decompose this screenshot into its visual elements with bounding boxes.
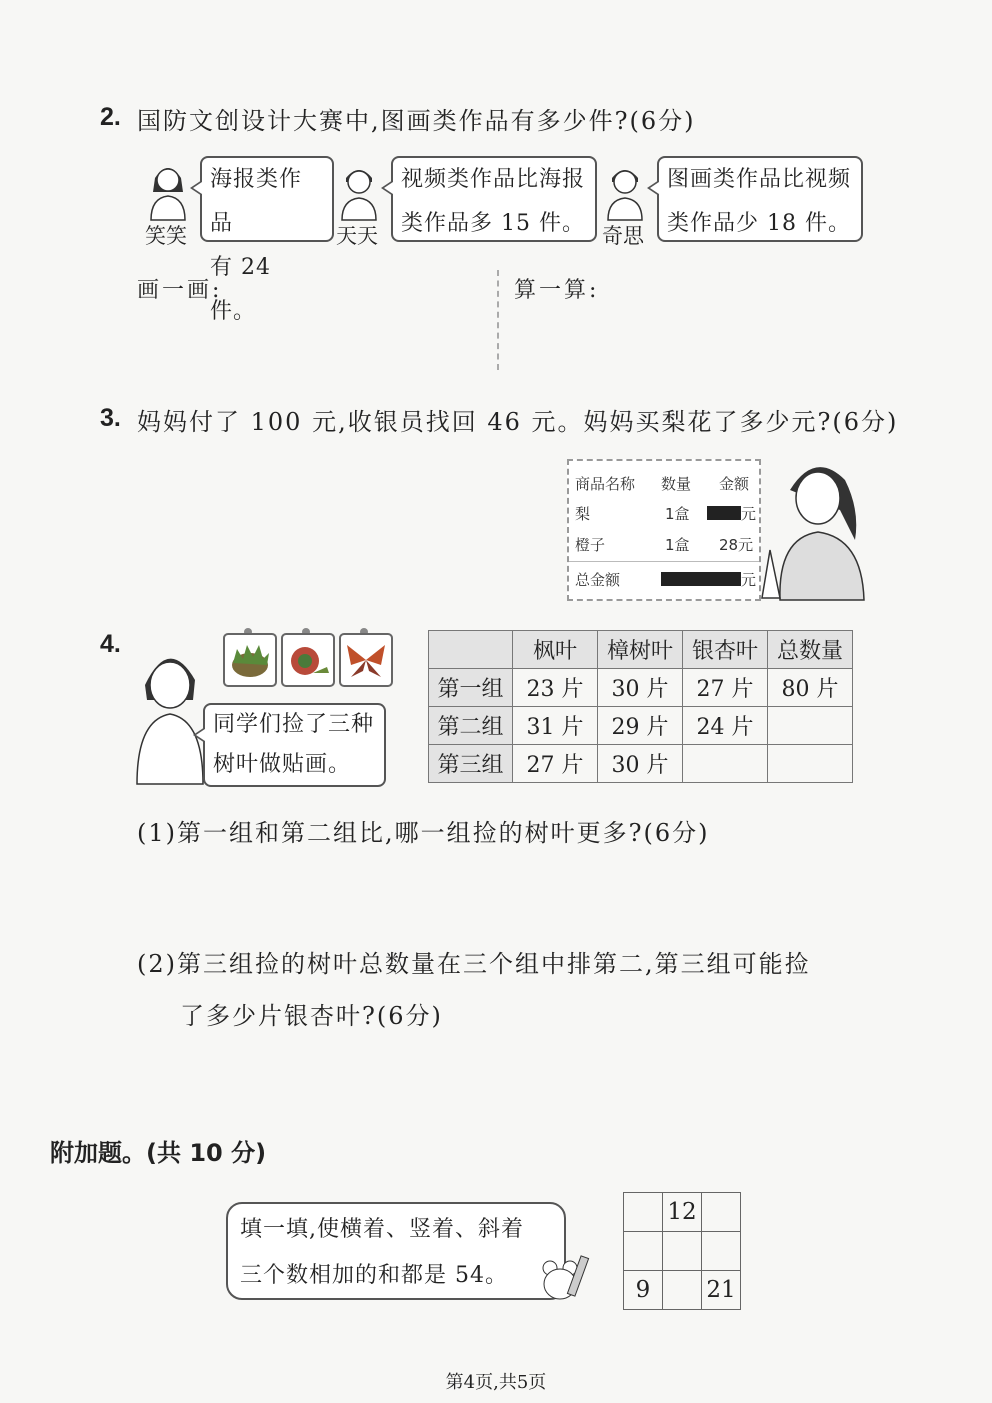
hedgehog-leaf-picture-icon (223, 633, 277, 687)
receipt (567, 459, 761, 601)
butterfly-leaf-picture-icon (339, 633, 393, 687)
table-cell: 24 片 (683, 707, 768, 745)
table-cell (768, 707, 853, 745)
divider (497, 270, 499, 370)
table-row (429, 745, 853, 783)
table-header-cell: 枫叶 (513, 631, 598, 669)
receipt-divider (569, 561, 759, 562)
table-cell: 第二组 (429, 707, 513, 745)
grid-row (624, 1271, 741, 1310)
grid-row (624, 1232, 741, 1271)
q4-sub1: (1)第一组和第二组比,哪一组捡的树叶更多?(6分) (137, 819, 710, 847)
grid-cell[interactable] (702, 1193, 741, 1232)
grid-cell[interactable] (624, 1193, 663, 1232)
receipt-header-qty: 数量 (661, 475, 692, 493)
grid-cell: 9 (624, 1271, 663, 1310)
q4-sub2-line2: 了多少片银杏叶?(6分) (180, 1002, 443, 1030)
grid-cell[interactable] (663, 1232, 702, 1271)
kid-name-tiantian: 天天 (336, 224, 378, 248)
table-cell (768, 745, 853, 783)
table-cell (683, 745, 768, 783)
table-header-row (429, 631, 853, 669)
receipt-item-name: 橙子 (575, 536, 606, 554)
receipt-item-name: 梨 (575, 505, 591, 523)
table-header-cell: 樟树叶 (598, 631, 683, 669)
girl-figure-icon (143, 158, 193, 222)
table-cell: 80 片 (768, 669, 853, 707)
page-footer: 第4页,共5页 (445, 1372, 547, 1393)
table-cell: 30 片 (598, 669, 683, 707)
grid-row (624, 1193, 741, 1232)
bubble-line: 三个数相加的和都是 54。 (240, 1263, 508, 1288)
redacted-amount (707, 506, 741, 520)
q2-number: 2. (100, 103, 121, 131)
boy-figure-icon (600, 158, 650, 222)
snail-leaf-picture-icon (281, 633, 335, 687)
leaves-table (428, 630, 853, 783)
bubble-line: 类作品少 18 件。 (667, 211, 851, 236)
receipt-total-label: 总金额 (575, 571, 621, 589)
table-cell: 27 片 (683, 669, 768, 707)
grid-cell[interactable] (663, 1271, 702, 1310)
grid-cell[interactable] (702, 1232, 741, 1271)
receipt-header-name: 商品名称 (575, 475, 636, 493)
kid-name-xiaoxiao: 笑笑 (145, 224, 187, 248)
receipt-total-unit: 元 (741, 571, 757, 589)
magic-square-grid (623, 1192, 741, 1310)
extra-bubble (226, 1202, 566, 1300)
q3-text: 妈妈付了 100 元,收银员找回 46 元。妈妈买梨花了多少元?(6分) (137, 408, 899, 436)
bubble-line: 填一填,使横着、竖着、斜着 (240, 1217, 524, 1242)
bubble-line: 图画类作品比视频 (667, 167, 852, 192)
table-cell: 第一组 (429, 669, 513, 707)
table-cell: 23 片 (513, 669, 598, 707)
bubble-line: 有 24 件。 (210, 255, 271, 324)
table-header-cell: 总数量 (768, 631, 853, 669)
redacted-total (661, 572, 741, 586)
grid-cell[interactable] (624, 1232, 663, 1271)
receipt-item-qty: 1盒 (665, 536, 690, 554)
table-cell: 29 片 (598, 707, 683, 745)
table-header-cell (429, 631, 513, 669)
q4-sub2-line1: (2)第三组捡的树叶总数量在三个组中排第二,第三组可能捡 (137, 950, 811, 978)
mother-figure-icon (760, 450, 872, 602)
bubble-line: 树叶做贴画。 (213, 752, 352, 777)
table-row (429, 707, 853, 745)
kid-name-qisi: 奇思 (602, 224, 644, 248)
receipt-header-amount: 金额 (719, 475, 750, 493)
grid-cell: 21 (702, 1271, 741, 1310)
table-cell: 第三组 (429, 745, 513, 783)
table-cell: 31 片 (513, 707, 598, 745)
boy-figure-icon (334, 158, 384, 222)
bubble-line: 同学们捡了三种 (213, 712, 375, 737)
q3-number: 3. (100, 404, 121, 432)
speech-bubble-teacher (203, 703, 386, 787)
table-header-cell: 银杏叶 (683, 631, 768, 669)
bubble-line: 类作品多 15 件。 (401, 211, 585, 236)
teacher-figure-icon (135, 640, 205, 785)
calc-label: 算一算: (514, 278, 600, 303)
receipt-item-qty: 1盒 (665, 505, 690, 523)
mouse-pencil-icon (536, 1252, 592, 1304)
receipt-item-amount: 28元 (719, 536, 754, 554)
grid-cell: 12 (663, 1193, 702, 1232)
speech-bubble-qisi (657, 156, 863, 242)
extra-title: 附加题。(共 10 分) (50, 1139, 267, 1167)
bubble-line: 海报类作品 (210, 167, 303, 236)
table-cell: 27 片 (513, 745, 598, 783)
table-cell: 30 片 (598, 745, 683, 783)
speech-bubble-tiantian (391, 156, 597, 242)
q4-number: 4. (100, 630, 121, 658)
draw-label: 画一画: (137, 278, 223, 303)
bubble-line: 视频类作品比海报 (401, 167, 586, 192)
receipt-item-amount: 元 (741, 505, 757, 523)
speech-bubble-xiaoxiao (200, 156, 334, 324)
table-row (429, 669, 853, 707)
q2-text: 国防文创设计大赛中,图画类作品有多少件?(6分) (137, 107, 696, 135)
